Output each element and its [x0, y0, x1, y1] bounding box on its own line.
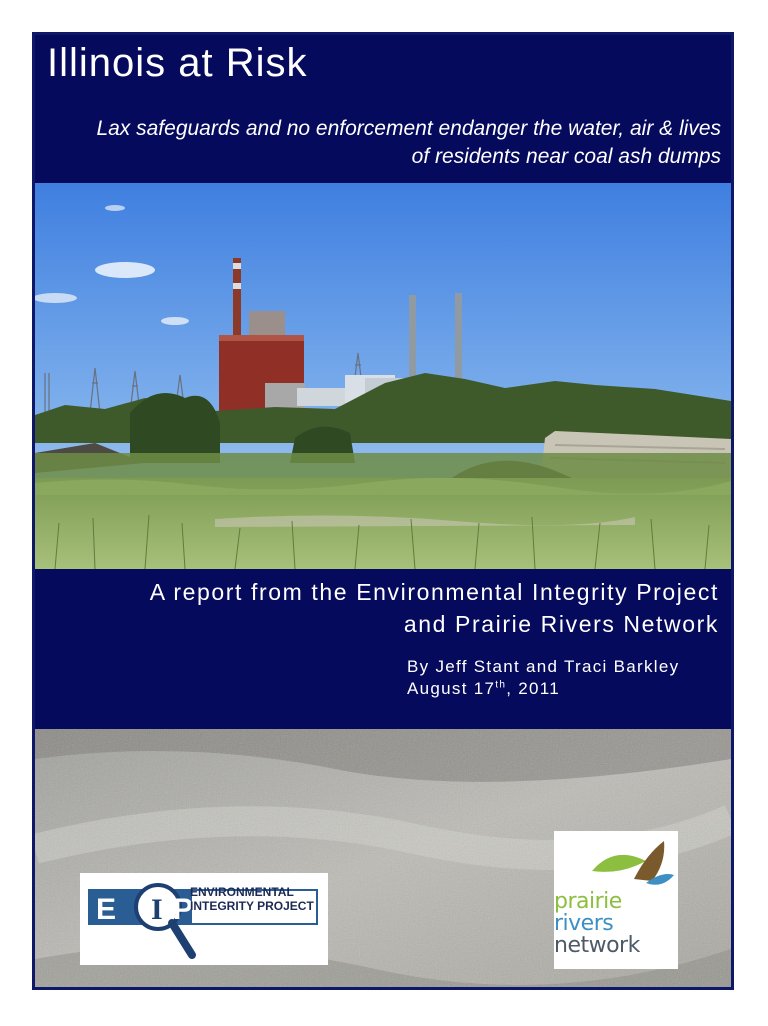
title-band [35, 35, 731, 183]
power-plant-photo [35, 183, 731, 569]
coal-ash-photo [35, 729, 731, 990]
power-plant-image [35, 183, 731, 569]
prairie-rivers-wordmark [554, 891, 678, 957]
subtitle-line-1: Lax safeguards and no enforcement endanger the water, air & lives [96, 117, 721, 140]
prn-word-prairie: prairie [554, 889, 622, 914]
authors: By Jeff Stant and Traci Barkley [407, 657, 680, 676]
date-suffix: , 2011 [506, 679, 561, 698]
eip-wordmark-line-1: ENVIRONMENTAL [190, 885, 294, 899]
eip-logo [80, 873, 328, 965]
report-date [407, 679, 560, 699]
prairie-rivers-logo [554, 831, 678, 969]
eip-wordmark [190, 885, 314, 913]
eip-letter-i: I [151, 893, 163, 926]
prairie-rivers-leaf-icon [554, 831, 678, 891]
subtitle-line-2: of residents near coal ash dumps [411, 145, 721, 168]
prn-word-network: network [554, 933, 640, 958]
eip-letter-e: E [96, 893, 117, 926]
date-prefix: August 17 [407, 679, 496, 698]
report-line-1: A report from the Environmental Integrity Project [149, 579, 719, 605]
report-band [35, 569, 731, 729]
report-line-2: and Prairie Rivers Network [403, 611, 719, 637]
subtitle [41, 115, 721, 171]
cover-frame [32, 32, 734, 990]
prn-word-rivers: rivers [554, 911, 614, 936]
date-ordinal: th [495, 679, 507, 691]
eip-wordmark-line-2: INTEGRITY PROJECT [190, 899, 314, 913]
eip-letter-p: P [173, 893, 194, 926]
page-title: Illinois at Risk [47, 41, 308, 85]
